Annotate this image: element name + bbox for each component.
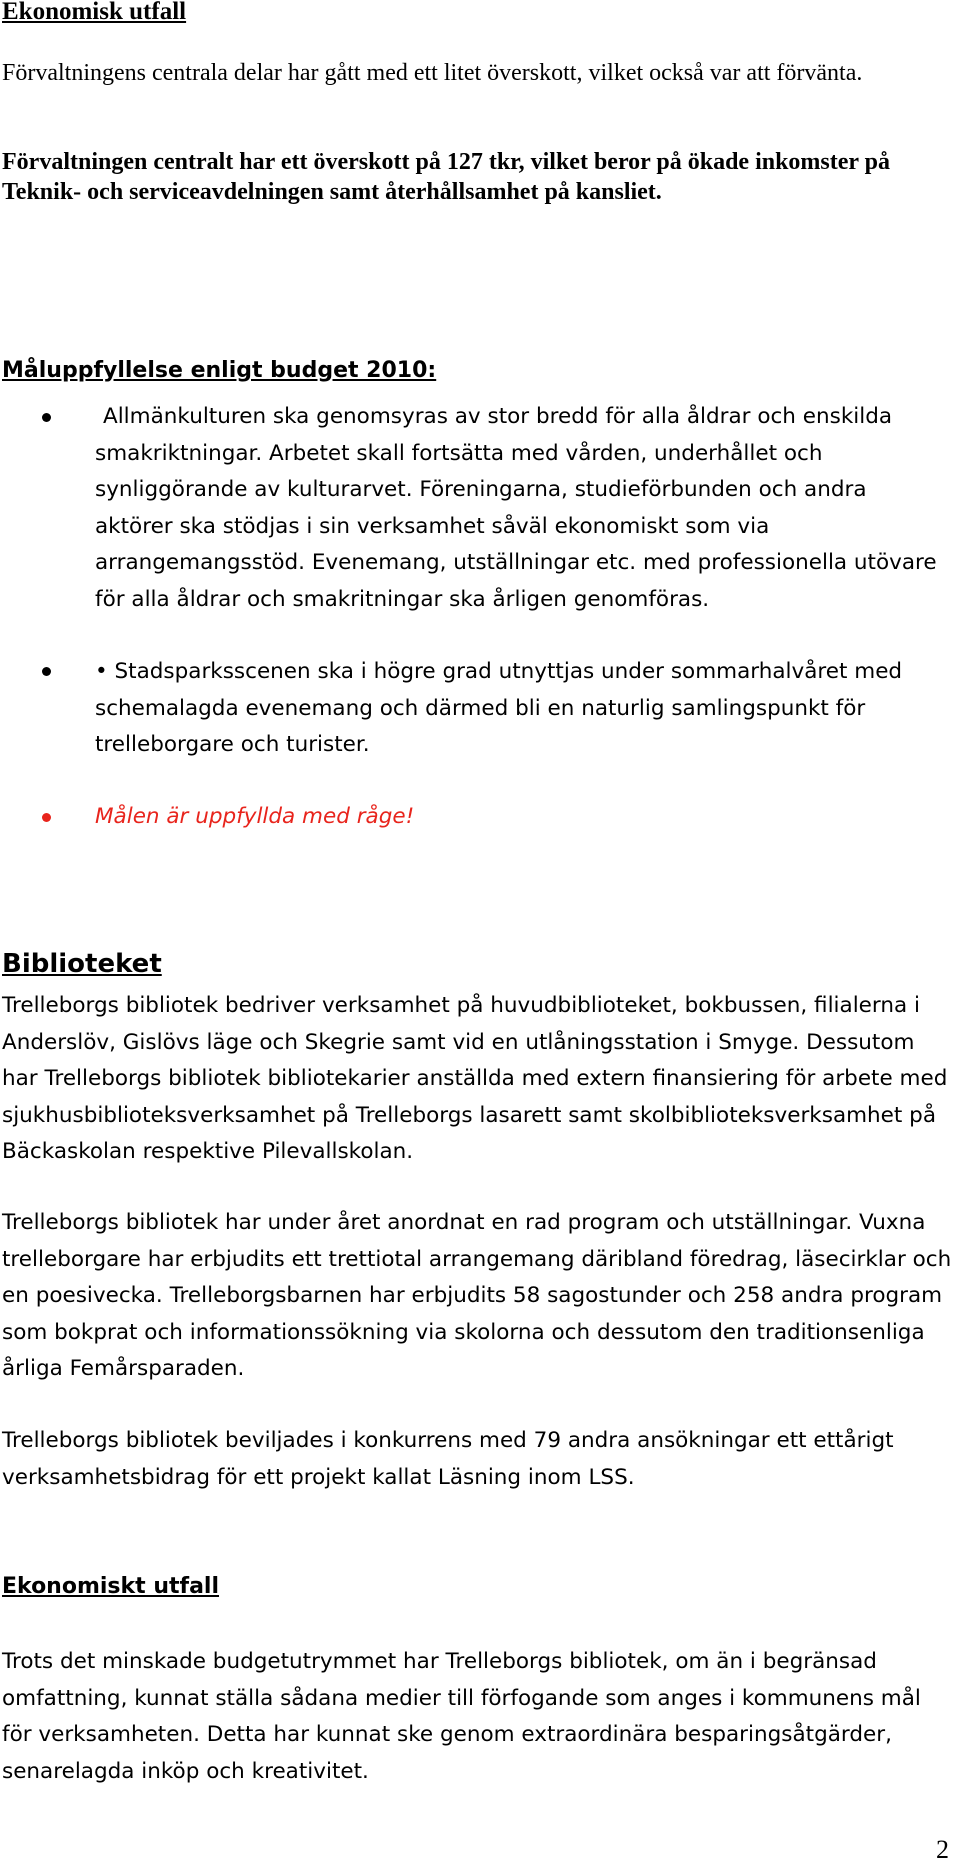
paragraph-ekonomiskt-utfall: Trots det minskade budgetutrymmet har Trelleborgs bibliotek, om än i begränsad omfattning, kunnat ställa sådana medier till förfogande som anges i kommunens mål för verksamheten. Detta har kunnat ske genom extraordinära besparingsåtgärder, senarelagda inköp och kreativitet. bbox=[2, 1649, 921, 1784]
paragraph-bibliotek-program: Trelleborgs bibliotek har under året anordnat en rad program och utställningar. Vuxna trelleborgare har erbjudits ett trettiotal arrangemang däribland föredrag, läsecirklar och en poesivecka. Trelleborgsbarnen har erbjudits 58 sagostunder och 258 andra program som bokprat och informationssökning via skolorna och dessutom den traditionsenliga årliga Femårsparaden. bbox=[2, 1210, 952, 1381]
goal-result-text: Målen är uppfyllda med råge! bbox=[95, 804, 415, 829]
section-heading-ekonomiskt-utfall: Ekonomiskt utfall bbox=[2, 1574, 220, 1599]
section-heading-ekonomisk-utfall: Ekonomisk utfall bbox=[2, 0, 187, 25]
paragraph-bibliotek-bidrag: Trelleborgs bibliotek beviljades i konkurrens med 79 andra ansökningar ett ettårigt verksamhetsbidrag för ett projekt kallat Läsning inom LSS. bbox=[2, 1428, 894, 1490]
goal-item-allmankultur: Allmänkulturen ska genomsyras av stor bredd för alla åldrar och enskilda smakriktningar. Arbetet skall fortsätta med vården, underhållet och synliggörande av kulturarvet. Föreningarna, studieförbunden och andra aktörer ska stödjas i sin verksamhet såväl ekonomiskt som via arrangemangsstöd. Evenemang, utställningar etc. med professionella utövare för alla åldrar och smakritningar ska årligen genomföras. bbox=[95, 404, 937, 612]
page-number: 2 bbox=[936, 1835, 949, 1864]
paragraph-bibliotek-verksamhet: Trelleborgs bibliotek bedriver verksamhet på huvudbiblioteket, bokbussen, filialerna i Anderslöv, Gislövs läge och Skegrie samt vid en utlåningsstation i Smyge. Dessutom har Trelleborgs bibliotek bibliotekarier anställda med extern finansiering för arbete med sjukhusbiblioteksverksamhet på Trelleborgs lasarett samt skolbiblioteksverksamhet på Bäckaskolan respektive Pilevallskolan. bbox=[2, 993, 948, 1164]
section-heading-biblioteket: Biblioteket bbox=[2, 949, 162, 979]
bullet-dot-icon bbox=[42, 667, 51, 676]
bullet-dot-icon bbox=[42, 413, 51, 422]
section-heading-maluppfyllelse: Måluppfyllelse enligt budget 2010: bbox=[2, 358, 437, 383]
goal-item-stadsparksscenen: • Stadsparksscenen ska i högre grad utnyttjas under sommarhalvåret med schemalagda evenemang och därmed bli en naturlig samlingspunkt för trelleborgare och turister. bbox=[95, 659, 903, 757]
paragraph-forvaltning-centralt: Förvaltningen centralt har ett överskott på 127 tkr, vilket beror på ökade inkomster på Teknik- och serviceavdelningen samt återhållsamhet på kansliet. bbox=[2, 149, 890, 205]
bullet-dot-red-icon bbox=[42, 813, 51, 822]
paragraph-forvaltning-overskott: Förvaltningens centrala delar har gått med ett litet överskott, vilket också var att förvänta. bbox=[2, 60, 863, 86]
